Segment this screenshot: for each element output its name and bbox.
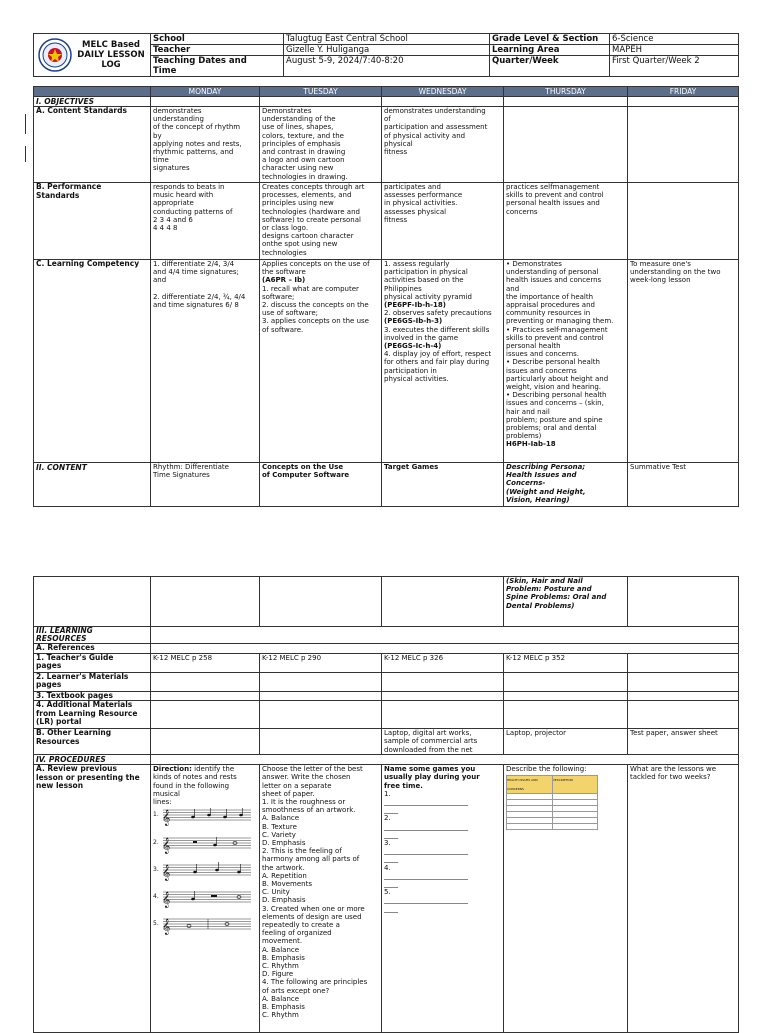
teachers-guide-monday: K-12 MELC p 258 bbox=[151, 653, 260, 672]
competency-thursday-text: • Demonstrates understanding of personal health issues and concerns and the importance of health appraisal procedures and community resources in preventing or managing them. • Practices self-management skills to prevent and control personal health issues and concerns. • Describe personal health issues and concerns particularly about height and weight, vision and hearing. • Describing personal health issues and concerns – (skin, hair and nail problem; posture and spine problems; oral and dental problems) bbox=[506, 260, 614, 441]
review-tuesday: Choose the letter of the best answer. Write the chosen letter on a separate sheet of paper. 1. It is the roughness or smoothness of an artwork. A. Balance B. Texture C. Variety D. Emphasis 2. This is the feeling of harmony among all parts of the artwork. A. Repetition B. Movements C. Unity D. Emphasis 3. Created when one or more elements of design are used repeatedly to create a feeling of organized movement. A. Balance B. Emphasis C. Rhythm D. Figure 4. The following are principles of arts except one? A. Balance B. Emphasis C. Rhythm bbox=[260, 765, 382, 1033]
treble-clef-icon: 𝄞 bbox=[162, 865, 171, 882]
review-lesson-label: A. Review previous lesson or presenting the new lesson bbox=[34, 765, 151, 1033]
references-label: A. References bbox=[34, 644, 151, 654]
competency-wednesday-4: 4. display joy of effort, respect for others and fair play during participation in physical activities. bbox=[384, 350, 492, 383]
competency-monday: 1. differentiate 2/4, 3/4 and 4/4 time signatures; and 2. differentiate 2/4, ¾, 4/4 and time signatures 6/ 8 bbox=[151, 260, 260, 463]
competency-wednesday-3-code: (PE6GS-Ic-h-4) bbox=[384, 342, 442, 351]
other-resources-wednesday: Laptop, digital art works, sample of commercial arts downloaded from the net bbox=[382, 729, 504, 755]
teachers-guide-wednesday: K-12 MELC p 326 bbox=[382, 653, 504, 672]
day-header-friday: FRIDAY bbox=[628, 87, 739, 97]
music-staff-lines bbox=[153, 808, 253, 936]
competency-tuesday bbox=[260, 260, 382, 463]
content-standard-monday: demonstrates understanding of the concept of rhythm by applying notes and rests, rhythmic patterns, and time signatures bbox=[151, 107, 260, 183]
treble-clef-icon: 𝄞 bbox=[162, 810, 171, 827]
review-wednesday-question: Name some games you usually play during your free time. bbox=[384, 765, 480, 790]
content-standard-tuesday: Demonstrates understanding of the use of lines, shapes, colors, texture, and the principles of emphasis and contrast in drawing a logo and own cartoon character using new technologies in drawing. bbox=[260, 107, 382, 183]
competency-tuesday-code: (A6PR – Ib) bbox=[262, 276, 306, 285]
textbook-pages-label: 3. Textbook pages bbox=[34, 691, 151, 701]
review-monday bbox=[151, 765, 260, 1033]
description-header: DESCRIPTION bbox=[552, 776, 598, 793]
content-friday: Summative Test bbox=[628, 463, 739, 507]
learners-materials-label: 2. Learner's Materials pages bbox=[34, 672, 151, 691]
performance-standard-tuesday: Creates concepts through art processes, elements, and principles using new technologies (hardware and software) to create personal or class logo. designs cartoon character onthe spot using new technologies bbox=[260, 183, 382, 260]
teacher-value: Gizelle Y. Huliganga bbox=[284, 45, 490, 56]
competency-wednesday-1-code: (PE6PF-Ib-h-18) bbox=[384, 301, 446, 310]
competency-wednesday-1: 1. assess regularly participation in physical activities based on the Philippines physical activity pyramid bbox=[384, 260, 472, 301]
performance-standard-wednesday: participates and assesses performance in physical activities. assesses physical fitness bbox=[382, 183, 504, 260]
area-label: Learning Area bbox=[490, 45, 610, 56]
staff-number: 5. bbox=[153, 920, 159, 928]
objectives-section-label: I. OBJECTIVES bbox=[34, 97, 151, 107]
content-wednesday: Target Games bbox=[382, 463, 504, 507]
content-standard-wednesday: demonstrates understanding of participation and assessment of physical activity and physical fitness bbox=[382, 107, 504, 183]
review-monday-text: identify the kinds of notes and rests found in the following musical lines: bbox=[153, 765, 237, 806]
school-label: School bbox=[151, 34, 284, 45]
procedures-section-label: IV. PROCEDURES bbox=[34, 755, 151, 765]
staff-number: 4. bbox=[153, 893, 159, 901]
review-monday-direction: Direction: bbox=[153, 765, 192, 774]
review-wednesday-answer-lines: 1. ________________________ ____ 2. ________________________ ____ 3. ________________________ ____ 4. ________________________ ____ 5. ________________________ ____ bbox=[384, 789, 468, 913]
teachers-guide-tuesday: K-12 MELC p 290 bbox=[260, 653, 382, 672]
competency-thursday-code: H6PH-Iab-18 bbox=[506, 440, 556, 449]
content-standard-friday bbox=[628, 107, 739, 183]
competency-wednesday-2-code: (PE6GS-Ib-h-3) bbox=[384, 317, 443, 326]
treble-clef-icon: 𝄞 bbox=[162, 919, 171, 936]
teachers-guide-friday bbox=[628, 653, 739, 672]
note-heads bbox=[187, 808, 243, 929]
learning-resources-label: III. LEARNING RESOURCES bbox=[34, 627, 151, 644]
competency-thursday bbox=[504, 260, 628, 463]
review-thursday-text: Describe the following: bbox=[506, 765, 587, 774]
other-resources-tuesday bbox=[260, 729, 382, 755]
treble-clef-icon: 𝄞 bbox=[162, 892, 171, 909]
other-resources-monday bbox=[151, 729, 260, 755]
resources-procedures-table bbox=[33, 576, 739, 1033]
content-thursday-continued: (Skin, Hair and Nail Problem: Posture and Spine Problems: Oral and Dental Problems) bbox=[504, 577, 628, 627]
margin-mark bbox=[25, 114, 26, 134]
other-resources-friday: Test paper, answer sheet bbox=[628, 729, 739, 755]
teachers-guide-thursday: K-12 MELC p 352 bbox=[504, 653, 628, 672]
header-title: MELC Based DAILY LESSON LOG bbox=[77, 40, 145, 70]
objectives-table bbox=[33, 86, 739, 507]
review-friday: What are the lessons we tackled for two weeks? bbox=[628, 765, 739, 1033]
content-section-label: II. CONTENT bbox=[34, 463, 151, 507]
health-issues-header: HEALTH ISSUES AND CONCERNS bbox=[507, 776, 553, 793]
day-header-wednesday: WEDNESDAY bbox=[382, 87, 504, 97]
competency-wednesday-3: 3. executes the different skills involved in the game bbox=[384, 325, 490, 342]
area-value: MAPEH bbox=[610, 45, 739, 56]
treble-clef-icon: 𝄞 bbox=[162, 838, 171, 855]
content-tuesday: Concepts on the Use of Computer Software bbox=[260, 463, 382, 507]
performance-standards-label: B. Performance Standards bbox=[34, 183, 151, 260]
additional-materials-label: 4. Additional Materials from Learning Resource (LR) portal bbox=[34, 701, 151, 729]
competency-wednesday bbox=[382, 260, 504, 463]
margin-mark bbox=[25, 146, 26, 162]
performance-standard-thursday: practices selfmanagement skills to prevent and control personal health issues and concerns bbox=[504, 183, 628, 260]
grade-label: Grade Level & Section bbox=[490, 34, 610, 45]
quarter-label: Quarter/Week bbox=[490, 56, 610, 77]
learning-competency-label: C. Learning Competency bbox=[34, 260, 151, 463]
day-header-monday: MONDAY bbox=[151, 87, 260, 97]
school-value: Talugtug East Central School bbox=[284, 34, 490, 45]
day-header-tuesday: TUESDAY bbox=[260, 87, 382, 97]
review-thursday bbox=[504, 765, 628, 1033]
competency-tuesday-intro: Applies concepts on the use of the software bbox=[262, 260, 370, 277]
competency-tuesday-items: 1. recall what are computer software; 2. discuss the concepts on the use of software; 3. applies concepts on the use of software. bbox=[262, 284, 369, 334]
dates-value: August 5-9, 2024/7:40-8:20 bbox=[284, 56, 490, 77]
competency-wednesday-2: 2. observes safety precautions bbox=[384, 309, 492, 318]
staff-number: 3. bbox=[153, 866, 159, 874]
performance-standard-friday bbox=[628, 183, 739, 260]
performance-standard-monday: responds to beats in music heard with appropriate conducting patterns of 2 3 4 and 6 4 4 4 8 bbox=[151, 183, 260, 260]
teachers-guide-label: 1. Teacher's Guide pages bbox=[34, 653, 151, 672]
grade-value: 6-Science bbox=[610, 34, 739, 45]
content-thursday: Describing Persona; Health Issues and Concerns- (Weight and Height, Vision, Hearing) bbox=[504, 463, 628, 507]
header-table bbox=[33, 33, 739, 77]
content-monday: Rhythm: Differentiate Time Signatures bbox=[151, 463, 260, 507]
quarter-value: First Quarter/Week 2 bbox=[610, 56, 739, 77]
staff-number: 2. bbox=[153, 839, 159, 847]
other-resources-label: B. Other Learning Resources bbox=[34, 729, 151, 755]
header-title-cell bbox=[34, 34, 151, 77]
staff-number: 1. bbox=[153, 811, 159, 819]
day-header-thursday: THURSDAY bbox=[504, 87, 628, 97]
review-wednesday bbox=[382, 765, 504, 1033]
dates-label: Teaching Dates and Time bbox=[151, 56, 284, 77]
content-standard-thursday bbox=[504, 107, 628, 183]
other-resources-thursday: Laptop, projector bbox=[504, 729, 628, 755]
health-issues-table bbox=[506, 775, 598, 829]
content-standards-label: A. Content Standards bbox=[34, 107, 151, 183]
teacher-label: Teacher bbox=[151, 45, 284, 56]
day-header-blank bbox=[34, 87, 151, 97]
competency-friday: To measure one's understanding on the two week-long lesson bbox=[628, 260, 739, 463]
